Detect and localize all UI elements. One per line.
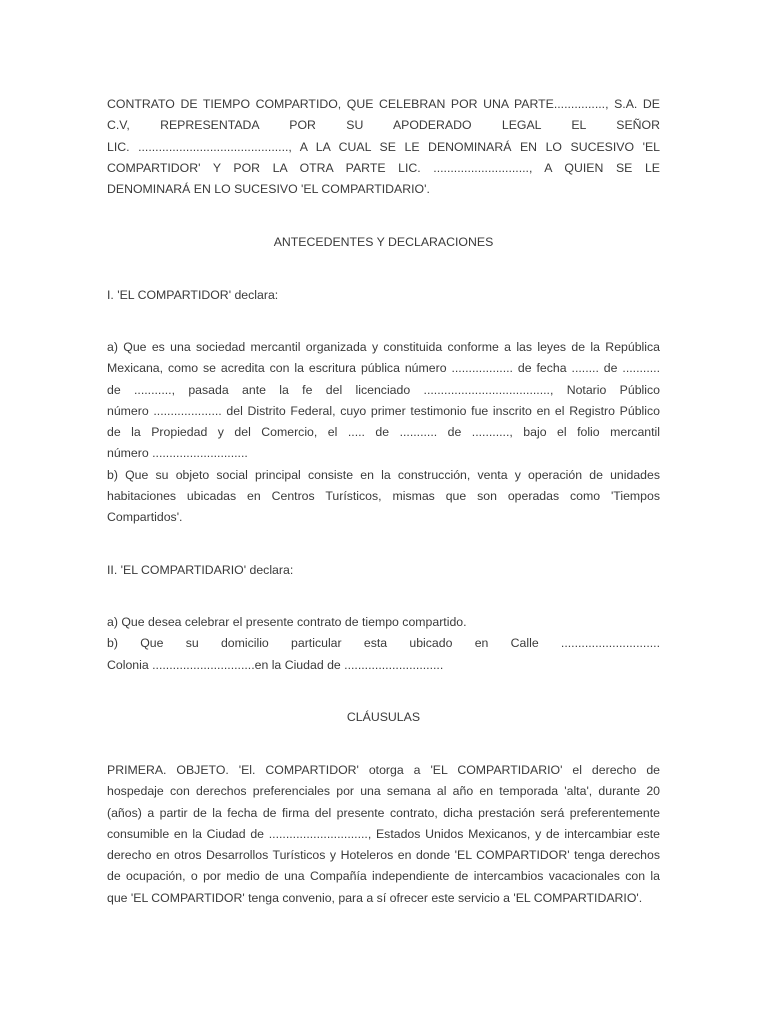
clause-primera: [107, 760, 660, 909]
intro-paragraph: [107, 94, 660, 200]
intro-line: LIC. ............................................, A LA CUAL SE LE DENOMINARÁ EN LO SUCESIVO 'EL: [107, 139, 660, 154]
intro-line: COMPARTIDOR' Y POR LA OTRA PARTE LIC. ............................, A QUIEN SE LE: [107, 160, 660, 175]
section-two-line: Colonia ..............................en la Ciudad de .............................: [107, 657, 444, 672]
section-two-line: b) Que su domicilio particular esta ubicado en Calle .............................: [107, 636, 660, 651]
clause-primera-line: de ocupación, o por medio de una Compañía independiente de intercambios vacacionales con la: [107, 869, 660, 884]
section-one-line: Compartidos'.: [107, 510, 183, 525]
clause-primera-line: consumible en la Ciudad de ............................., Estados Unidos Mexicanos, y de intercambiar este: [107, 826, 660, 841]
section-one-line: número ............................: [107, 446, 248, 461]
clause-primera-line: hospedaje con derechos preferenciales por una semana al año en temporada 'alta', durante 20: [107, 784, 660, 799]
intro-line: DENOMINARÁ EN LO SUCESIVO 'EL COMPARTIDARIO'.: [107, 182, 430, 197]
section-two-title: II. 'EL COMPARTIDARIO' declara:: [107, 563, 294, 577]
section-one-line: número .................... del Distrito Federal, cuyo primer testimonio fue inscrito en el Registro Público: [107, 403, 660, 418]
section-two-body: [107, 612, 660, 676]
clause-primera-line: que 'EL COMPARTIDOR' tenga convenio, para a sí ofrecer este servicio a 'EL COMPARTIDARIO'.: [107, 890, 643, 905]
section-one-line: de ..........., pasada ante la fe del licenciado ....................................., Notario Público: [107, 382, 660, 397]
heading-clausulas: CLÁUSULAS: [346, 710, 421, 724]
heading-antecedentes: ANTECEDENTES Y DECLARACIONES: [273, 235, 494, 249]
section-one-line: a) Que es una sociedad mercantil organizada y constituida conforme a las leyes de la República: [107, 340, 660, 354]
intro-line: C.V, REPRESENTADA POR SU APODERADO LEGAL EL SEÑOR: [107, 118, 660, 133]
intro-line: CONTRATO DE TIEMPO COMPARTIDO, QUE CELEBRAN POR UNA PARTE..............., S.A. DE: [107, 97, 660, 111]
section-one-title: I. 'EL COMPARTIDOR' declara:: [107, 288, 279, 302]
section-one-body: [107, 337, 660, 529]
section-one-line: b) Que su objeto social principal consiste en la construcción, venta y operación de unidades: [107, 467, 660, 482]
clause-primera-line: derecho en otros Desarrollos Turísticos y Hoteleros en donde 'EL COMPARTIDOR' tenga derechos: [107, 848, 660, 863]
section-one-line: Mexicana, como se acredita con la escritura pública número .................. de fecha ........ de ...........: [107, 361, 660, 376]
clause-primera-line: (años) a partir de la fecha de firma del presente contrato, dicha prestación será preferentemente: [107, 805, 660, 820]
section-one-line: habitaciones ubicadas en Centros Turísticos, mismas que son operadas como 'Tiempos: [107, 489, 660, 504]
section-one-line: de la Propiedad y del Comercio, el ..... de ........... de ..........., bajo el folio mercantil: [107, 425, 660, 440]
clause-primera-line: PRIMERA. OBJETO. 'El. COMPARTIDOR' otorga a 'EL COMPARTIDARIO' el derecho de: [107, 763, 660, 777]
section-two-line: a) Que desea celebrar el presente contrato de tiempo compartido.: [107, 615, 467, 629]
